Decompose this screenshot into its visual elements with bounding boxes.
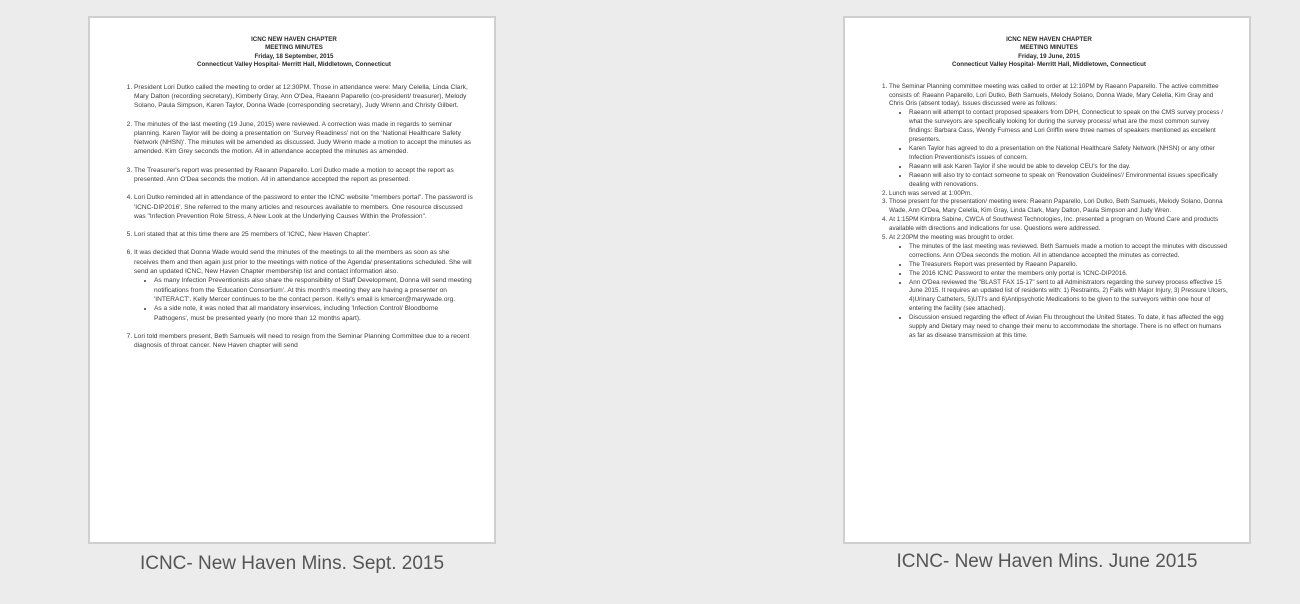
minutes-item: 1. President Lori Dutko called the meeting to order at 12:30PM. Those in attendance were: Mary Celella, Linda Clark, Mary Dalton (recording secretary), Kimberly Gray, Ann O'Dea, Raeann Paparello (co-president/ treasurer), Melody Solano, Paula Simpson, Karen Taylor, Donna Wade (corresponding secretary), Judy Wrenn and Christy Gilbert. [134, 83, 474, 111]
minutes-item: 5. Lori stated that at this time there are 25 members of 'ICNC, New Haven Chapter'. [134, 230, 474, 239]
header-line: ICNC NEW HAVEN CHAPTER [1006, 36, 1092, 43]
document-caption[interactable]: ICNC- New Haven Mins. June 2015 [896, 551, 1198, 572]
document-page [90, 18, 494, 542]
minutes-subitem: • Raeann will also try to contact someone to speak on 'Renovation Guidelines'/ Environmental issues specifically dealing with renovations. [909, 172, 1229, 190]
minutes-subitem: • Discussion ensued regarding the effect of Avian Flu throughout the United States. To date, it has affected the egg supply and Dietary may need to change their menu to accommodate the shortage. There is no effect on humans as far as disease transmission at this time. [909, 314, 1229, 341]
minutes-item: 3. Those present for the presentation/ meeting were: Raeann Paparello, Lori Dutko, Beth Samuels, Melody Solano, Donna Wade, Ann O'Dea, Mary Celella, Kim Gray, Linda Clark, Mary Dalton, Paula Simpson and Judy Wren. [889, 198, 1229, 216]
document-card-june-2015[interactable] [843, 16, 1251, 586]
header-line: Connecticut Valley Hospital- Merritt Hall, Middletown, Connecticut [197, 61, 391, 69]
minutes-item: 1. The Seminar Planning committee meeting was called to order at 12:10PM by Raeann Paparello. The active committee consists of: Raeann Paparello, Lori Dutko, Beth Samuels, Melody Solano, Donna Wade, Mary Celella, Kim Gray and Chris Oris (absent today). Issues discussed were as follows: • Raeann will attempt to contact proposed speakers from DPH, Connecticut to speak on the CMS survey process / what the surveyors are specifically looking for during the survey process/ what are the most common survey findings: Barbara Cass, Wendy Furness and Lori Griffin were three names of speakers mentioned as excellent presenters. • Karen Taylor has agreed to do a presentation on the National Healthcare Safety Network (NHSN) or any other Infection Preventionist's issues of concern. • Raeann will ask Karen Taylor if she would be able to develop CEU's for the day. • Raeann will also try to contact someone to speak on 'Renovation Guidelines'/ Environmental issues specifically dealing with renovations. [889, 83, 1229, 190]
minutes-subitem: • The minutes of the last meeting was reviewed. Beth Samuels made a motion to accept the minutes with discussed corrections. Ann O'Dea seconds the motion. All in attendance accepted the minutes as corrected. [909, 243, 1229, 261]
minutes-subitem: • As many Infection Preventionists also share the responsibility of Staff Development, Donna will send meeting notifications from the 'Education Consortium'. At this month's meeting they are having a presenter on 'INTERACT'. Kelly Mercer continues to be the contact person. Kelly's email is kmercer@marywade.org. [154, 276, 474, 304]
minutes-item: 4. At 1:15PM Kimbra Sabine, CWCA of Southwest Technologies, Inc. presented a program on Wound Care and products available with directions and indications for use. Questions were addressed. [889, 216, 1229, 234]
minutes-subitem: • The 2016 ICNC Password to enter the members only portal is 'ICNC-DIP2016. [909, 270, 1229, 279]
document-header [114, 36, 474, 70]
document-caption[interactable]: ICNC- New Haven Mins. Sept. 2015 [139, 553, 445, 574]
minutes-sublist [134, 276, 474, 322]
document-thumbnail[interactable] [88, 16, 496, 544]
minutes-subitem: • As a side note, it was noted that all mandatory inservices, including 'Infection Control/ Bloodborne Pathogens', must be presented yearly (no more than 12 months apart). [154, 304, 474, 323]
minutes-sublist [889, 243, 1229, 341]
minutes-item: 4. Lori Dutko reminded all in attendance of the password to enter the ICNC website "members portal". The password is 'ICNC-DIP2016'. She referred to the many articles and resources available to members. One resource discussed was "Infection Prevention Role Stress, A New Look at the Underlying Causes Within the Profession". [134, 193, 474, 221]
minutes-subitem: • Ann O'Dea reviewed the "BLAST FAX 15-17" sent to all Administrators regarding the survey process effective 15 June 2015. It requires an updated list of residents with: 1) Restraints, 2) Falls with Major Injury, 3) Pressure Ulcers, 4)Urinary Catheters, 5)UTI's and 6)Antipsychotic Medications to be given to the surveyors within one hour of entering the facility (see attached). [909, 279, 1229, 315]
document-header [869, 36, 1229, 70]
document-thumbnail[interactable] [843, 16, 1251, 544]
minutes-item: 3. The Treasurer's report was presented by Raeann Paparello. Lori Dutko made a motion to accept the report as presented. Ann O'Dea seconds the motion. All in attendance accepted the report as presented. [134, 166, 474, 185]
document-page [845, 18, 1249, 542]
header-line: ICNC NEW HAVEN CHAPTER [251, 36, 337, 43]
minutes-item: 2. Lunch was served at 1:00Pm. [889, 190, 1229, 199]
minutes-item: 6. It was decided that Donna Wade would send the minutes of the meetings to all the members as soon as she receives them and then again just prior to the meetings with notice of the Agenda/ presentations scheduled. She will send an updated ICNC, New Haven Chapter membership list and contact information also. • As many Infection Preventionists also share the responsibility of Staff Development, Donna will send meeting notifications from the 'Education Consortium'. At this month's meeting they are having a presenter on 'INTERACT'. Kelly Mercer continues to be the contact person. Kelly's email is kmercer@marywade.org. • As a side note, it was noted that all mandatory inservices, including 'Infection Control/ Bloodborne Pathogens', must be presented yearly (no more than 12 months apart). [134, 248, 474, 322]
minutes-subitem: • Raeann will attempt to contact proposed speakers from DPH, Connecticut to speak on the CMS survey process / what the surveyors are specifically looking for during the survey process/ what are the most common survey findings: Barbara Cass, Wendy Furness and Lori Griffin were three names of speakers mentioned as excellent presenters. [909, 109, 1229, 145]
minutes-list [114, 83, 474, 351]
minutes-subitem: • Raeann will ask Karen Taylor if she would be able to develop CEU's for the day. [909, 163, 1229, 172]
document-card-sept-2015[interactable] [88, 16, 496, 586]
minutes-item: 7. Lori told members present, Beth Samuels will need to resign from the Seminar Planning Committee due to a recent diagnosis of throat cancer. New Haven chapter will send [134, 332, 474, 351]
minutes-sublist [889, 109, 1229, 189]
minutes-subitem: • The Treasurers Report was presented by Raeann Paparello. [909, 261, 1229, 270]
minutes-item: 5. At 2:20PM the meeting was brought to order. • The minutes of the last meeting was reviewed. Beth Samuels made a motion to accept the minutes with discussed corrections. Ann O'Dea seconds the motion. All in attendance accepted the minutes as corrected. • The Treasurers Report was presented by Raeann Paparello. • The 2016 ICNC Password to enter the members only portal is 'ICNC-DIP2016. • Ann O'Dea reviewed the "BLAST FAX 15-17" sent to all Administrators regarding the survey process effective 15 June 2015. It requires an updated list of residents with: 1) Restraints, 2) Falls with Major Injury, 3) Pressure Ulcers, 4)Urinary Catheters, 5)UTI's and 6)Antipsychotic Medications to be given to the surveyors within one hour of entering the facility (see attached). • Discussion ensued regarding the effect of Avian Flu throughout the United States. To date, it has affected the egg supply and Dietary may need to change their menu to accommodate the shortage. There is no effect on humans as far as disease transmission at this time. [889, 234, 1229, 341]
header-line: MEETING MINUTES [265, 44, 323, 52]
minutes-item: 2. The minutes of the last meeting (19 June, 2015) were reviewed. A correction was made in regards to seminar planning. Karen Taylor will be doing a presentation on 'Survey Readiness' not on the 'National Healthcare Safety Network (NHSN)'. The minutes will be amended as discussed. Judy Wrenn made a motion to accept the minutes as amended. Kim Grey seconds the motion. All in attendance accepted the minutes as amended. [134, 120, 474, 157]
header-line: MEETING MINUTES [1020, 44, 1078, 52]
minutes-subitem: • Karen Taylor has agreed to do a presentation on the National Healthcare Safety Network (NHSN) or any other Infection Preventionist's issues of concern. [909, 145, 1229, 163]
minutes-list [869, 83, 1229, 341]
header-line: Connecticut Valley Hospital- Merritt Hall, Middletown, Connecticut [952, 61, 1146, 69]
header-line: Friday, 18 September, 2015 [254, 52, 334, 60]
header-line: Friday, 19 June, 2015 [1018, 52, 1080, 60]
